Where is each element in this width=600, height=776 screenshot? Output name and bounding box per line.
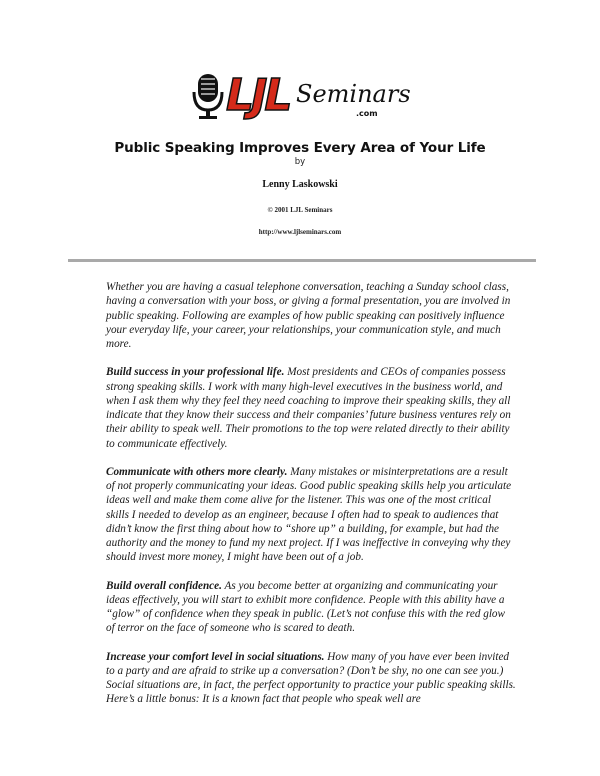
header-divider: [68, 259, 536, 262]
article-body: [106, 280, 516, 721]
paragraph-lead: Communicate with others more clearly.: [106, 465, 288, 478]
logo-word-text: Seminars: [296, 80, 411, 108]
logo-brand-text: LJL: [226, 70, 290, 121]
paragraph-professional: [106, 365, 516, 451]
paragraph-lead: Increase your comfort level in social situations.: [106, 650, 325, 663]
paragraph-confidence: [106, 579, 516, 636]
paragraph-intro: [106, 280, 516, 351]
microphone-icon: [194, 74, 222, 119]
ljl-seminars-logo: [188, 66, 412, 122]
website-url: http://www.ljlseminars.com: [258, 228, 342, 236]
paragraph-text: As you become better at organizing and communicating your ideas effectively, you will start to exhibit more confidence. People with this ability have a “glow” of confidence when they speak in public. (Let’s not confuse this with the red glow of terror on the face of someone who is scared to death.: [106, 579, 505, 635]
paragraph-text: Most presidents and CEOs of companies possess strong speaking skills. I work with many high-level executives in the business world, and when I ask them why they feel they need coaching to improve their speaking skills, they all indicate that they know their success and their companies’ future business ventures rely on their ability to speak well. Their promotions to the top were related directly to their ability to communicate effectively.: [106, 366, 511, 450]
page-title: Public Speaking Improves Every Area of Your Life: [114, 140, 486, 156]
paragraph-lead: Build success in your professional life.: [106, 366, 285, 379]
logo-suffix-text: .com: [356, 109, 378, 118]
byline: by: [294, 157, 306, 167]
paragraph-lead: Build overall confidence.: [106, 579, 222, 592]
author-name: Lenny Laskowski: [262, 179, 338, 190]
paragraph-communicate: [106, 465, 516, 565]
paragraph-text: How many of you have ever been invited to a party and are afraid to strike up a conversation? (Don’t be shy, no one can see you.) Social situations are, in fact, the perfect opportunity to practice your public speaking skills. Here’s a little bonus: It is a known fact that people who speak well are: [106, 650, 516, 706]
copyright-notice: © 2001 LJL Seminars: [267, 206, 333, 214]
paragraph-social: [106, 650, 516, 707]
paragraph-text: Many mistakes or misinterpretations are a result of not properly communicating your ideas. Good public speaking skills help you articulate ideas well and make them come alive for the listener. This was one of the most critical skills I needed to develop as an engineer, because I often had to speak to audiences that didn’t know the first thing about how to “shore up” a building, for example, but had the authority and the money to fund my next project. If I was ineffective in conveying why they should invest more money, I might have been out of a job.: [106, 465, 512, 564]
paragraph-text: Whether you are having a casual telephone conversation, teaching a Sunday school class, having a conversation with your boss, or giving a formal presentation, you are involved in public speaking. Following are examples of how public speaking can positively influence your everyday life, your career, your relationships, your communication style, and much more.: [106, 281, 511, 350]
